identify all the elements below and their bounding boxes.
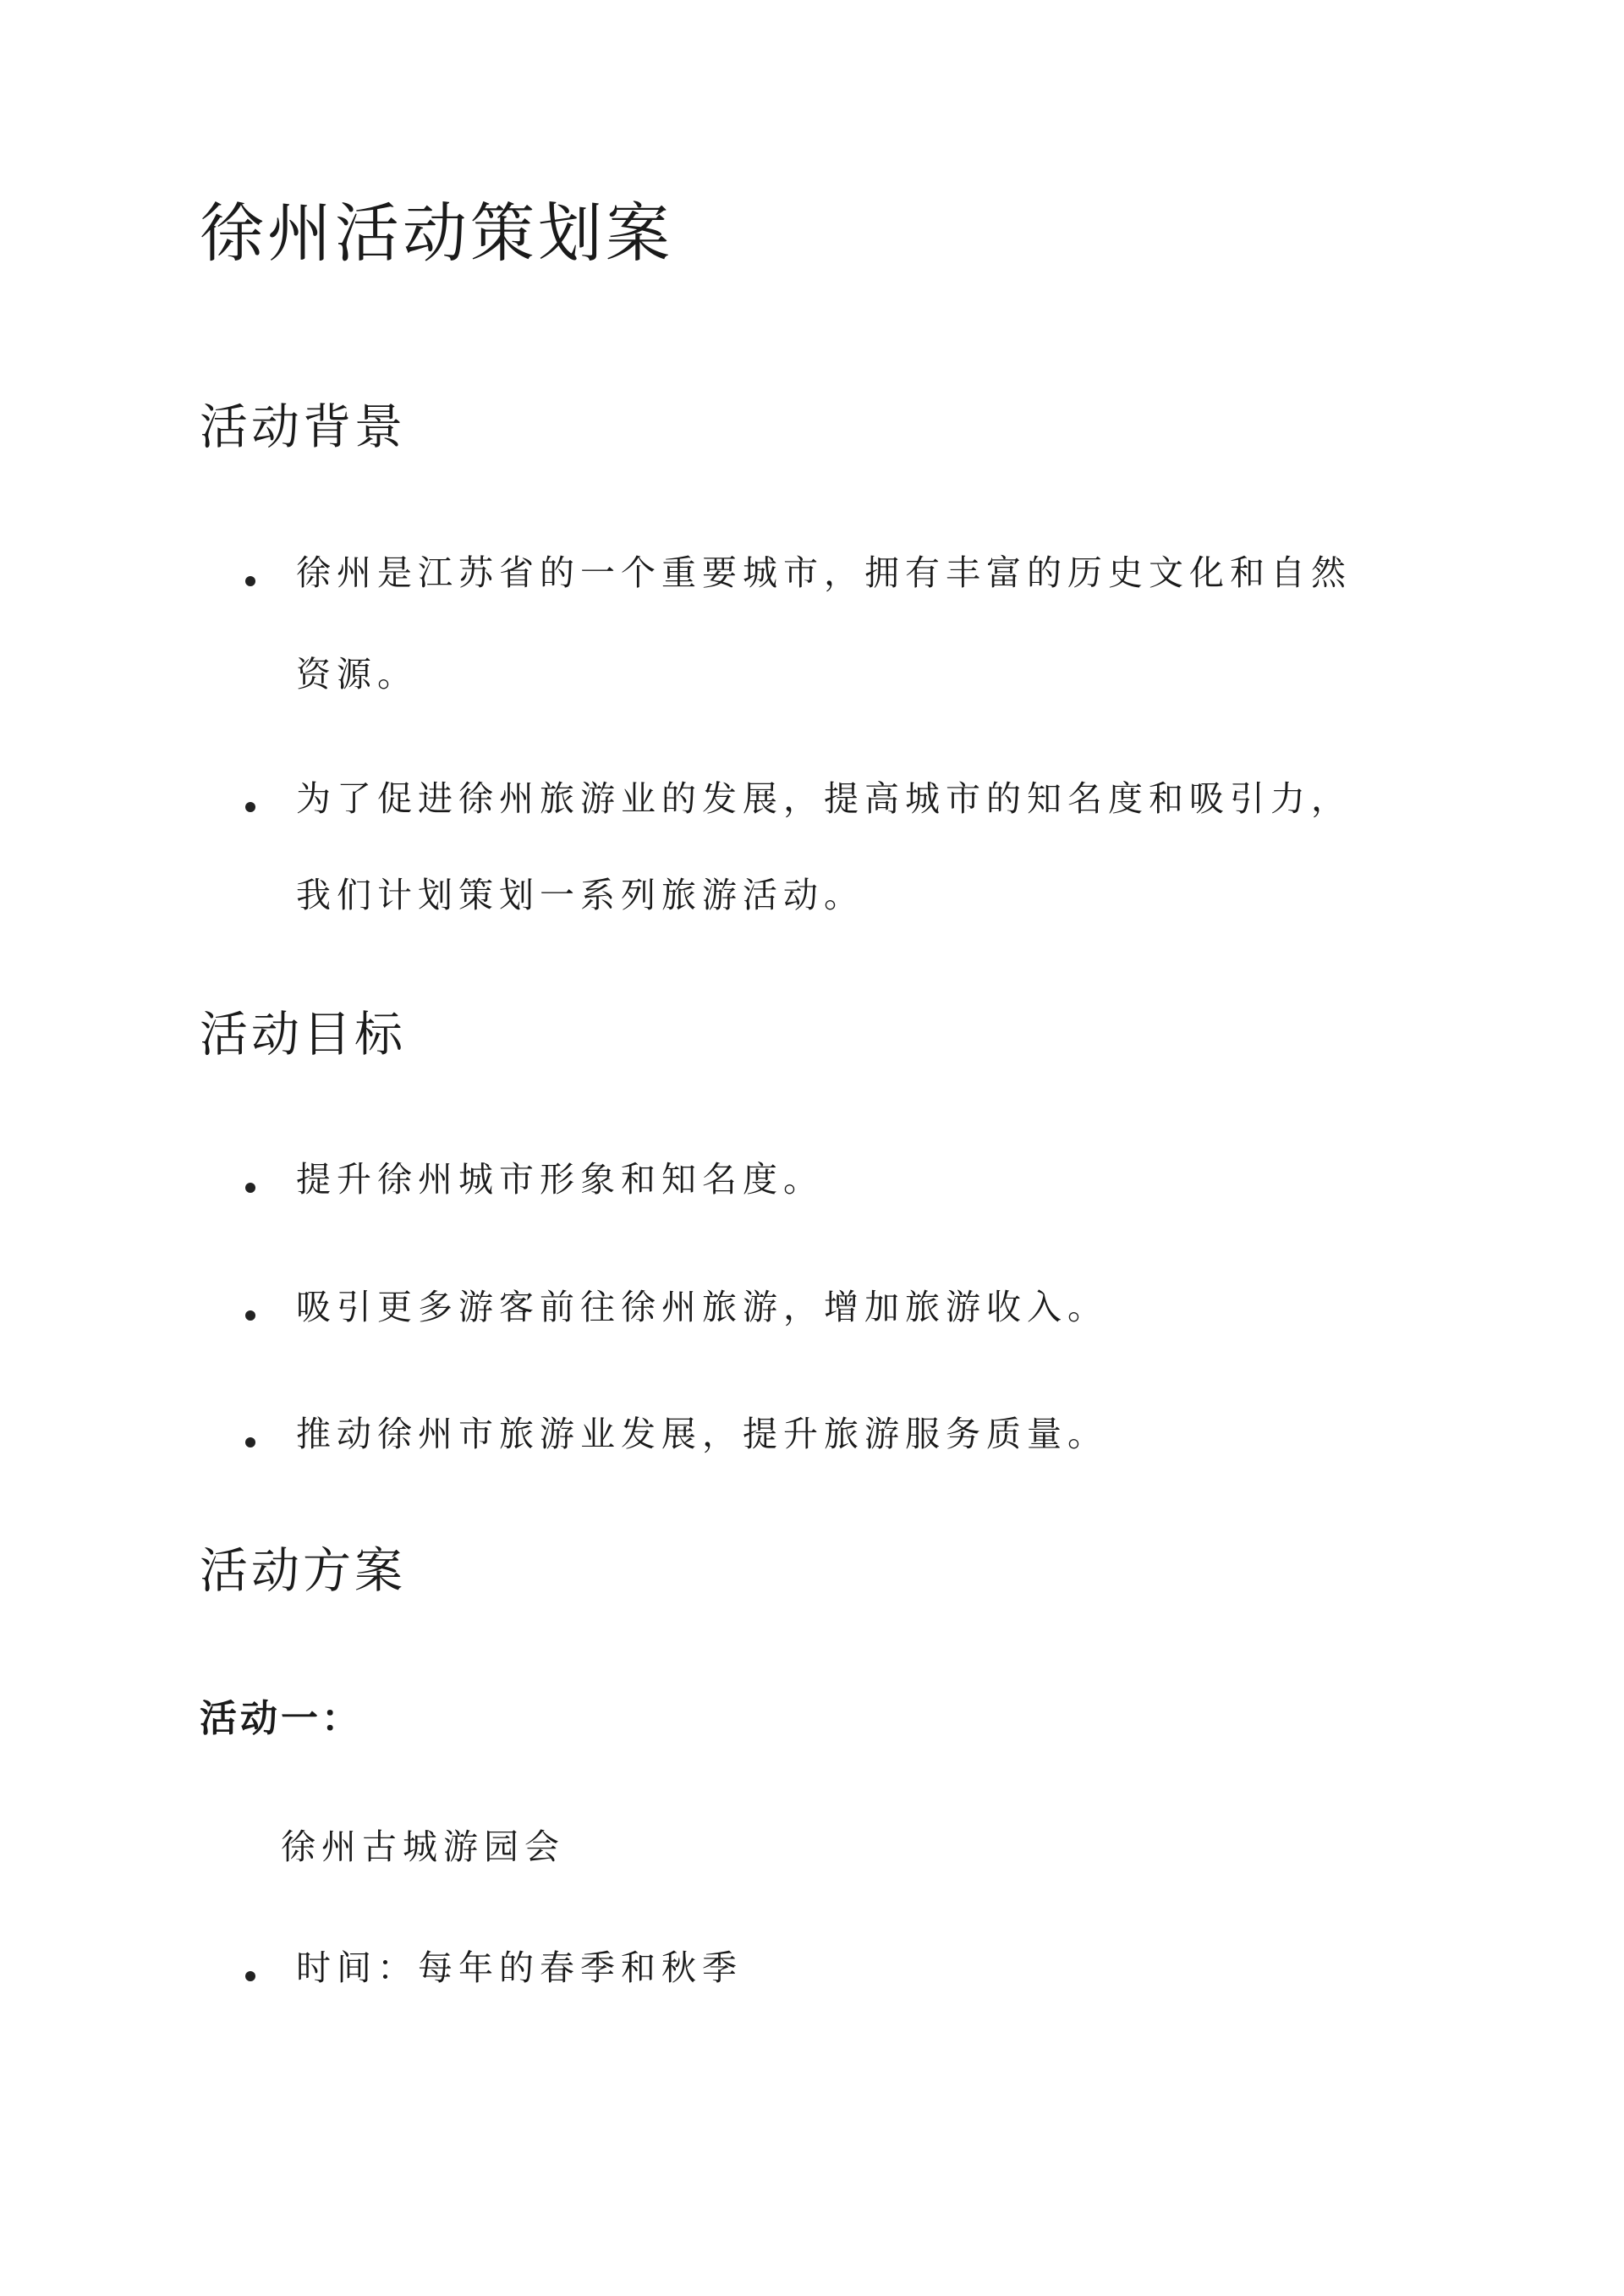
bullet-icon [245, 576, 255, 586]
list-item-text: 为了促进徐州旅游业的发展，提高城市的知名度和吸引力， [296, 778, 1352, 819]
section-heading-plan: 活动方案 [200, 1543, 406, 1599]
bullet-icon [245, 802, 255, 812]
activity-name: 徐州古城游园会 [281, 1826, 565, 1867]
list-item-text: 吸引更多游客前往徐州旅游，增加旅游收入。 [296, 1287, 1108, 1327]
bullet-icon [245, 1437, 255, 1447]
list-item-text-continued: 资源。 [296, 654, 418, 695]
bullet-icon [245, 1310, 255, 1321]
list-item-text: 提升徐州城市形象和知名度。 [296, 1159, 824, 1200]
document-title: 徐州活动策划案 [200, 195, 673, 271]
bullet-icon [245, 1971, 255, 1981]
activity-subheading: 活动一： [200, 1697, 362, 1740]
list-item-text: 徐州是江苏省的一个重要城市，拥有丰富的历史文化和自然 [296, 552, 1352, 593]
section-heading-goals: 活动目标 [200, 1007, 406, 1063]
list-item-text: 推动徐州市旅游业发展，提升旅游服务质量。 [296, 1414, 1108, 1454]
bullet-icon [245, 1183, 255, 1193]
section-heading-background: 活动背景 [200, 399, 406, 455]
list-item-text-continued: 我们计划策划一系列旅游活动。 [296, 875, 864, 915]
list-item-text: 时间：每年的春季和秋季 [296, 1947, 743, 1988]
